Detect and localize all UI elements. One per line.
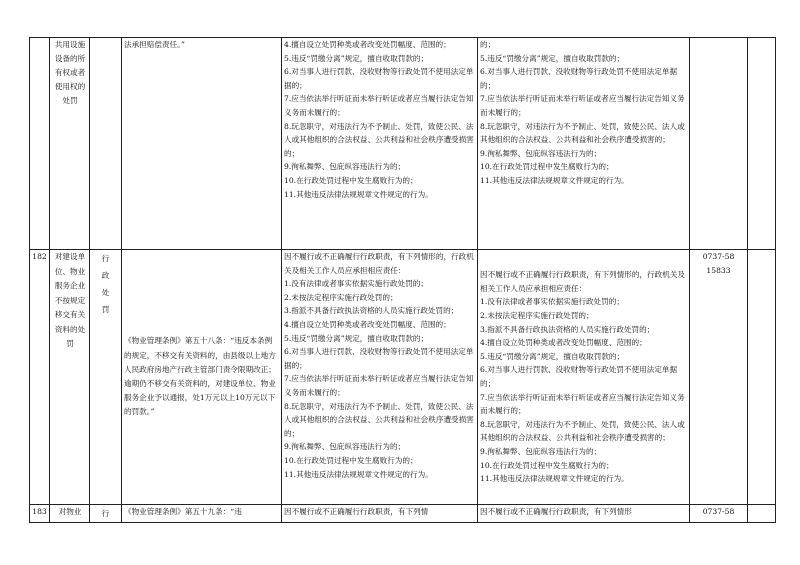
phone-number: 15833 — [706, 265, 731, 275]
phone-cell — [690, 38, 748, 250]
responsibility-cell — [282, 505, 478, 523]
table-row — [30, 505, 776, 523]
legal-basis-cell — [122, 250, 282, 505]
accountability-item: 2.未按法定程序实施行政处罚的； — [480, 311, 594, 321]
responsibility-table — [29, 37, 776, 523]
responsibility-item: 7.应当依法举行听证而未举行听证或者应当履行法定告知义务而未履行的； — [284, 374, 474, 397]
responsibility-item: 7.应当依法举行听证而未举行听证或者应当履行法定告知义务而未履行的； — [284, 94, 474, 117]
responsibility-item: 9.徇私舞弊、包庇纵容违法行为的； — [284, 162, 406, 172]
responsibility-item: 5.违反“罚缴分离”规定，擅自收取罚款的； — [284, 333, 429, 343]
responsibility-item: 因不履行或不正确履行行政职责，有下列情形的，行政机关及相关工作人员应承担相应责任： — [284, 252, 474, 275]
phone-cell — [690, 250, 748, 505]
responsibility-item: 6.对当事人进行罚款、没收财物等行政处罚不使用法定单据的； — [284, 347, 474, 370]
accountability-cell — [478, 38, 690, 250]
accountability-item: 8.玩忽职守，对违法行为不予制止、处罚，致使公民、法人或其他组织的合法权益、公共利益和社会秩序遭受损害的； — [480, 121, 685, 145]
accountability-item: 10.在行政处罚过程中发生腐败行为的； — [480, 460, 614, 470]
accountability-item: 11.其他违反法律法规规章文件规定的行为。 — [480, 474, 629, 484]
accountability-item: 11.其他违反法律法规规章文件规定的行为。 — [480, 175, 629, 185]
responsibility-item: 因不履行或不正确履行行政职责，有下列情 — [284, 507, 429, 516]
item-name: 对物业 — [58, 507, 82, 516]
responsibility-cell — [282, 38, 478, 250]
legal-basis-text: 法承担赔偿责任。” — [124, 40, 185, 49]
category-label: 行 — [101, 509, 110, 518]
accountability-item: 1.没有法律或者事实依据实施行政处罚的； — [480, 297, 624, 307]
accountability-item: 6.对当事人进行罚款、没收财物等行政处罚不使用法定单据的； — [480, 67, 678, 90]
accountability-item: 7.应当依法举行听证而未举行听证或者应当履行法定告知义务而未履行的； — [480, 392, 685, 416]
responsibility-item: 10.在行政处罚过程中发生腐败行为的； — [284, 175, 418, 185]
phone-number: 0737-58 — [702, 252, 735, 261]
legal-basis-text: 《物业管理条例》第五十八条：“违反本条例的规定，不移交有关资料的，由县级以上地方人民政府房地产行政主管部门责令限期改正；逾期仍不移交有关资料的，对建设单位、物业服务企业予以通报，处1万元以上10万元以下的罚款。” — [124, 336, 276, 417]
accountability-item: 5.违反“罚缴分离”规定，擅自收取罚款的； — [480, 53, 625, 63]
accountability-cell — [478, 505, 690, 523]
legal-basis-cell — [122, 38, 282, 250]
accountability-cell — [478, 250, 690, 505]
legal-basis-text: 《物业管理条例》第五十九条：“违 — [124, 507, 242, 516]
item-name-cell — [50, 250, 90, 505]
category-cell — [90, 38, 122, 250]
responsibility-item: 11.其他违反法律法规规章文件规定的行为。 — [284, 189, 433, 199]
accountability-item: 3.指派不具备行政执法资格的人员实施行政处罚的； — [480, 324, 655, 334]
responsibility-cell — [282, 250, 478, 505]
responsibility-item: 4.擅自设立处罚种类或者改变处罚幅度、范围的； — [284, 40, 451, 49]
accountability-item: 6.对当事人进行罚款、没收财物等行政处罚不使用法定单据的； — [480, 365, 678, 388]
responsibility-item: 11.其他违反法律法规规章文件规定的行为。 — [284, 469, 433, 479]
responsibility-item: 4.擅自设立处罚种类或者改变处罚幅度、范围的； — [284, 319, 451, 329]
remarks-cell — [748, 38, 776, 250]
item-name-cell — [50, 505, 90, 523]
responsibility-item: 2.未按法定程序实施行政处罚的； — [284, 292, 398, 302]
accountability-item: 10.在行政处罚过程中发生腐败行为的； — [480, 162, 614, 172]
table-row — [30, 250, 776, 505]
responsibility-item: 5.违反“罚缴分离”规定，擅自收取罚款的； — [284, 53, 429, 63]
row-number: 182 — [32, 252, 47, 261]
remarks-cell — [748, 250, 776, 505]
category-label: 行政处罚 — [101, 254, 110, 314]
accountability-item: 8.玩忽职守，对违法行为不予制止、处罚，致使公民、法人或其他组织的合法权益、公共利益和社会秩序遭受损害的； — [480, 419, 685, 443]
row-number: 183 — [32, 507, 47, 516]
accountability-item: 因不履行或不正确履行行政职责，有下列情形的，行政机关及相关工作人员应承担相应责任： — [480, 270, 686, 293]
accountability-item: 7.应当依法举行听证而未举行听证或者应当履行法定告知义务而未履行的； — [480, 94, 685, 117]
accountability-item: 5.违反“罚缴分离”规定，擅自收取罚款的； — [480, 351, 625, 361]
responsibility-item: 3.指派不具备行政执法资格的人员实施行政处罚的； — [284, 306, 459, 316]
accountability-item: 因不履行或不正确履行行政职责，有下列情形 — [480, 507, 632, 516]
row-number-cell — [30, 505, 50, 523]
table-row — [30, 38, 776, 250]
accountability-item: 9.徇私舞弊、包庇纵容违法行为的； — [480, 148, 602, 158]
accountability-item: 的； — [480, 40, 496, 49]
category-cell — [90, 505, 122, 523]
row-number-cell — [30, 250, 50, 505]
item-name: 对建设单位、物业服务企业不按规定移交有关资料的处罚 — [54, 252, 86, 348]
phone-number: 0737-58 — [702, 507, 735, 516]
table-body — [30, 38, 776, 523]
item-name: 共用设施设备的所有权或者使用权的处罚 — [54, 40, 86, 105]
responsibility-item: 9.徇私舞弊、包庇纵容违法行为的； — [284, 442, 406, 452]
category-cell — [90, 250, 122, 505]
responsibility-item: 1.没有法律或者事实依据实施行政处罚的； — [284, 279, 428, 289]
row-number-cell — [30, 38, 50, 250]
responsibility-item: 6.对当事人进行罚款、没收财物等行政处罚不使用法定单据的； — [284, 67, 474, 90]
responsibility-item: 10.在行政处罚过程中发生腐败行为的； — [284, 455, 418, 465]
remarks-cell — [748, 505, 776, 523]
item-name-cell — [50, 38, 90, 250]
responsibility-item: 8.玩忽职守，对违法行为不予制止、处罚，致使公民、法人或其他组织的合法权益、公共利益和社会秩序遭受损害的； — [284, 401, 474, 438]
phone-cell — [690, 505, 748, 523]
legal-basis-cell — [122, 505, 282, 523]
responsibility-item: 8.玩忽职守，对违法行为不予制止、处罚，致使公民、法人或其他组织的合法权益、公共利益和社会秩序遭受损害的； — [284, 121, 474, 158]
accountability-item: 4.擅自设立处罚种类或者改变处罚幅度、范围的； — [480, 338, 647, 348]
accountability-item: 9.徇私舞弊、包庇纵容违法行为的； — [480, 446, 602, 456]
